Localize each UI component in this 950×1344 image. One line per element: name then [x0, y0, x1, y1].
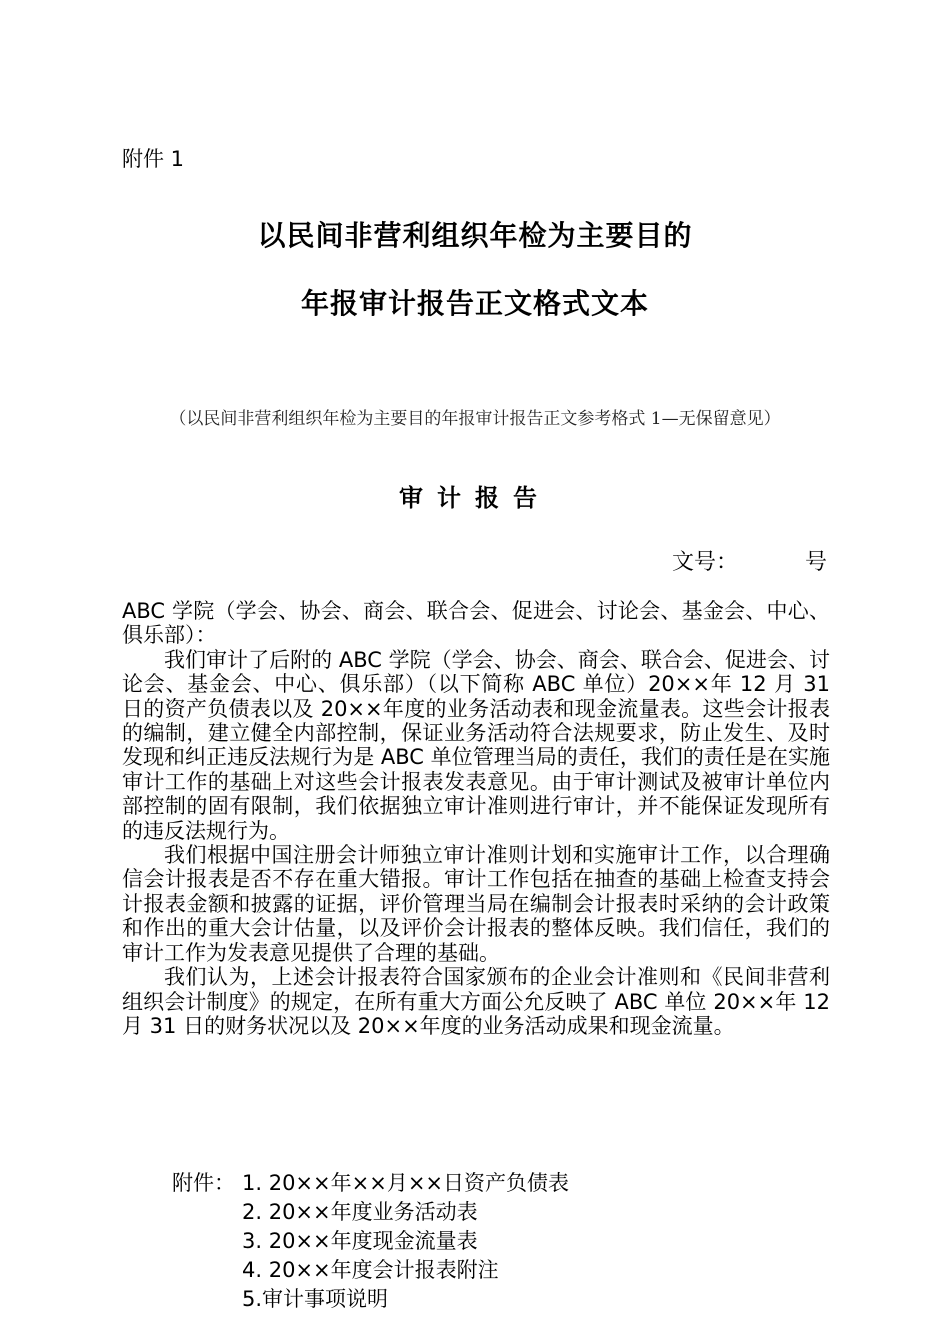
report-body — [122, 599, 830, 1038]
attachment-item — [172, 1285, 569, 1314]
attachment-item — [172, 1256, 569, 1285]
paragraph-opinion: 我们认为，上述会计报表符合国家颁布的企业会计准则和《民间非营利组织会计制度》的规定，在所有重大方面公允反映了 ABC 单位 20××年 12 月 31 日的财务状况以及 20××年度的业务活动成果和现金流量。 — [122, 965, 830, 1038]
attachment-item-text: 1. 20××年××月××日资产负债表 — [242, 1171, 570, 1195]
report-heading: 审计报告 — [399, 484, 551, 512]
document-subtitle: （以民间非营利组织年检为主要目的年报审计报告正文参考格式 1—无保留意见） — [169, 409, 781, 429]
attachment-item — [172, 1227, 569, 1256]
attachments-label: 附件： — [172, 1171, 235, 1195]
document-title-line-1: 以民间非营利组织年检为主要目的 — [257, 219, 693, 252]
doc-number-label: 文号： — [672, 550, 739, 575]
attachment-item — [172, 1198, 569, 1227]
attachment-label: 附件 1 — [122, 147, 185, 171]
attachment-item-text: 2. 20××年度业务活动表 — [242, 1200, 478, 1224]
document-title-line-2: 年报审计报告正文格式文本 — [300, 287, 649, 320]
attachment-item — [172, 1169, 569, 1198]
paragraph-basis: 我们根据中国注册会计师独立审计准则计划和实施审计工作，以合理确信会计报表是否不存在重大错报。审计工作包括在抽查的基础上检查支持会计报表金额和披露的证据，评价管理当局在编制会计报表时采纳的会计政策和作出的重大会计估量，以及评价会计报表的整体反映。我们信任，我们的审计工作为发表意见提供了合理的基础。 — [122, 843, 830, 965]
addressee: ABC 学院（学会、协会、商会、联合会、促进会、讨论会、基金会、中心、俱乐部）： — [122, 599, 830, 648]
attachment-item-text: 4. 20××年度会计报表附注 — [242, 1258, 499, 1282]
doc-number-suffix: 号 — [805, 550, 828, 575]
attachment-item-text: 3. 20××年度现金流量表 — [242, 1229, 478, 1253]
attachments-list — [172, 1169, 569, 1314]
attachment-item-text: 5.审计事项说明 — [242, 1287, 389, 1311]
paragraph-scope: 我们审计了后附的 ABC 学院（学会、协会、商会、联合会、促进会、讨论会、基金会、中心、俱乐部）（以下简称 ABC 单位）20××年 12 月 31 日的资产负债表以及 20××年度的业务活动表和现金流量表。这些会计报表的编制，建立健全内部控制，保证业务活动符合法规要求，防止发生、及时发现和纠正违反法规行为是 ABC 单位管理当局的责任，我们的责任是在实施审计工作的基础上对这些会计报表发表意见。由于审计测试及被审计单位内部控制的固有限制，我们依据独立审计准则进行审计，并不能保证发现所有的违反法规行为。 — [122, 647, 830, 843]
